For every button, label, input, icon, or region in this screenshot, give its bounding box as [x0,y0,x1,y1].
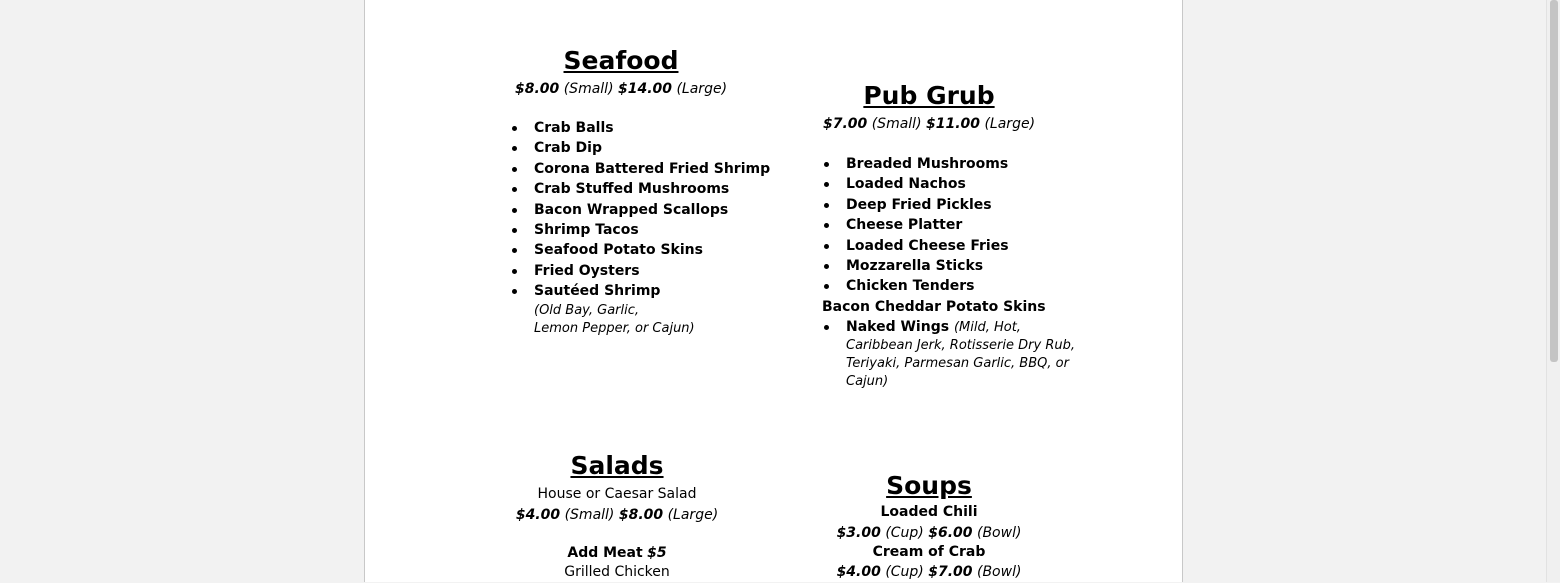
list-item: Breaded Mushrooms [822,154,1009,174]
list-item: Loaded Cheese Fries [822,236,1009,256]
salads-subtitle: House or Caesar Salad [537,486,697,502]
list-item: Chicken Tenders [822,276,1009,296]
list-item: Crab Dip [510,138,770,158]
list-item: Bacon Wrapped Scallops [510,200,770,220]
vertical-scrollbar[interactable] [1546,0,1560,582]
list-item: Mozzarella Sticks [822,256,1009,276]
soup-name: Loaded Chili [880,504,978,520]
document-page [364,0,1183,582]
salads-section [501,451,733,583]
list-item: Naked Wings (Mild, Hot, Caribbean Jerk, Rotisserie Dry Rub, Teriyaki, Parmesan Garlic, BBQ, or Cajun) [822,317,1086,391]
list-item: Shrimp Tacos [510,220,770,240]
seafood-list [510,118,770,302]
sauteed-note: (Old Bay, Garlic, Lemon Pepper, or Cajun) [534,303,695,336]
list-item: Loaded Nachos [822,174,1009,194]
list-item: Corona Battered Fried Shrimp [510,159,770,179]
pub-grub-price: $7.00 (Small) $11.00 (Large) [822,116,1036,132]
salads-heading: Salads [570,451,664,480]
list-item: Deep Fried Pickles [822,195,1009,215]
list-item: Sautéed Shrimp [510,281,770,301]
pub-grub-heading: Pub Grub [863,81,995,110]
add-meat-line: Add Meat $5 [567,544,667,561]
list-item: Crab Balls [510,118,770,138]
list-item: Cheese Platter [822,215,1009,235]
seafood-section [505,46,737,99]
list-item: Fried Oysters [510,261,770,281]
list-item: Seafood Potato Skins [510,240,770,260]
pub-grub-list [822,154,1009,297]
soups-heading: Soups [886,471,972,500]
pub-grub-section [813,81,1045,134]
soups-section [813,471,1045,582]
seafood-price: $8.00 (Small) $14.00 (Large) [514,81,728,97]
salads-price: $4.00 (Small) $8.00 (Large) [515,506,719,523]
soup-price: $3.00 (Cup) $6.00 (Bowl) [836,524,1022,541]
seafood-heading: Seafood [563,46,679,75]
scrollbar-thumb[interactable] [1550,0,1558,362]
soup-name: Cream of Crab [872,543,986,560]
soup-price: $4.00 (Cup) $7.00 (Bowl) [836,564,1022,580]
meat-option: Grilled Chicken [564,564,670,580]
bacon-cheddar-item: Bacon Cheddar Potato Skins [822,299,1046,315]
wings-list [822,317,1086,391]
list-item: Crab Stuffed Mushrooms [510,179,770,199]
